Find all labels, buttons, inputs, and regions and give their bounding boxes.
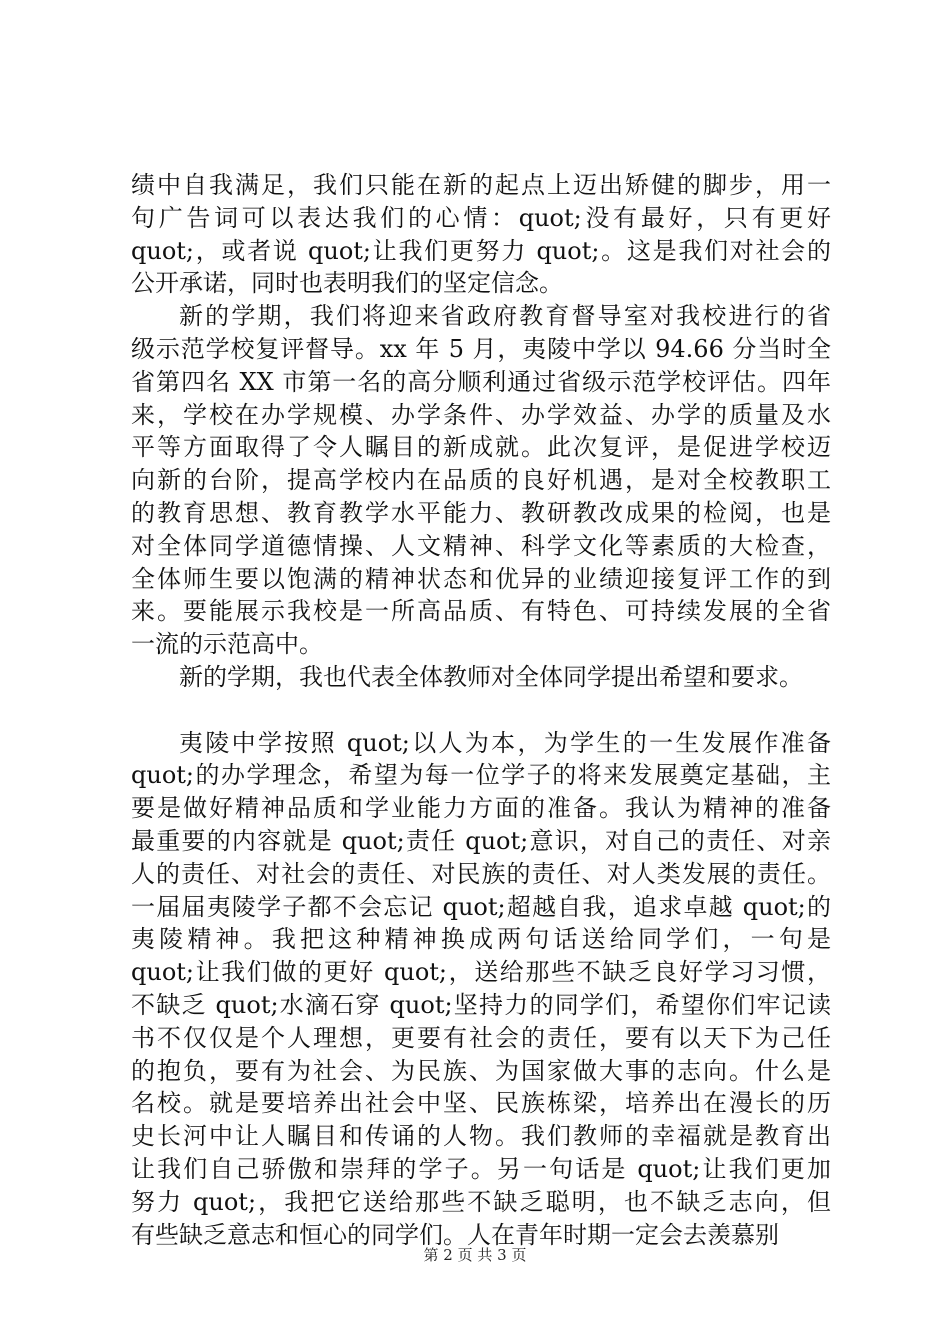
page-footer: 第 2 页 共 3 页	[423, 1246, 527, 1264]
text-line: 史长河中让人瞩目和传诵的人物。我们教师的幸福就是教育出	[131, 1122, 831, 1151]
text-line: 要是做好精神品质和学业能力方面的准备。我认为精神的准备	[131, 794, 831, 823]
paragraph	[131, 661, 831, 694]
text-line: 来，学校在办学规模、办学条件、办学效益、办学的质量及水	[131, 400, 831, 429]
text-line: 全体师生要以饱满的精神状态和优异的业绩迎接复评工作的到	[131, 564, 831, 593]
text-line: 新的学期，我也代表全体教师对全体同学提出希望和要求。	[179, 662, 803, 691]
paragraph	[131, 727, 831, 1252]
text-line: 来。要能展示我校是一所高品质、有特色、可持续发展的全省	[131, 597, 831, 626]
text-line: 最重要的内容就是 quot;责任 quot;意识，对自己的责任、对亲	[131, 826, 831, 855]
text-line: quot;的办学理念，希望为每一位学子的将来发展奠定基础，主	[131, 761, 831, 790]
text-line: 对全体同学道德情操、人文精神、科学文化等素质的大检查，	[131, 531, 831, 560]
text-line: 向新的台阶，提高学校内在品质的良好机遇，是对全校教职工	[131, 466, 831, 495]
text-line: 公开承诺，同时也表明我们的坚定信念。	[131, 269, 563, 298]
text-line: 句广告词可以表达我们的心情：quot;没有最好，只有更好	[131, 203, 831, 232]
text-line: 努力 quot;，我把它送给那些不缺乏聪明，也不缺乏志向，但	[131, 1187, 831, 1216]
text-line: 有些缺乏意志和恒心的同学们。人在青年时期一定会去羡慕别	[131, 1220, 779, 1249]
text-line: quot;，或者说 quot;让我们更努力 quot;。这是我们对社会的	[131, 236, 831, 265]
text-line: 一流的示范高中。	[131, 630, 323, 659]
paragraph	[131, 300, 831, 661]
text-line: 夷陵精神。我把这种精神换成两句话送给同学们，一句是	[131, 925, 831, 954]
text-line: 不缺乏 quot;水滴石穿 quot;坚持力的同学们，希望你们牢记读	[131, 990, 831, 1019]
text-line: 夷陵中学按照 quot;以人为本，为学生的一生发展作准备	[179, 728, 831, 757]
text-line: 让我们自己骄傲和崇拜的学子。另一句话是 quot;让我们更加	[131, 1154, 831, 1183]
text-line: 书不仅仅是个人理想，更要有社会的责任，要有以天下为己任	[131, 1023, 831, 1052]
text-line: 省第四名 XX 市第一名的高分顺利通过省级示范学校评估。四年	[131, 367, 831, 396]
text-line: 级示范学校复评督导。xx 年 5 月，夷陵中学以 94.66 分当时全	[131, 334, 831, 363]
text-line: 绩中自我满足，我们只能在新的起点上迈出矫健的脚步，用一	[131, 171, 831, 199]
paragraph-spacer	[131, 694, 831, 727]
text-line: 的抱负，要有为社会、为民族、为国家做大事的志向。什么是	[131, 1056, 831, 1085]
text-line: 一届届夷陵学子都不会忘记 quot;超越自我，追求卓越 quot;的	[131, 892, 831, 921]
text-line: 的教育思想、教育教学水平能力、教研教改成果的检阅，也是	[131, 498, 831, 527]
paragraph	[131, 169, 831, 300]
text-line: quot;让我们做的更好 quot;，送给那些不缺乏良好学习习惯，	[131, 958, 831, 987]
text-line: 平等方面取得了令人瞩目的新成就。此次复评，是促进学校迈	[131, 433, 831, 462]
document-body	[131, 169, 831, 1251]
text-line: 新的学期，我们将迎来省政府教育督导室对我校进行的省	[179, 302, 831, 331]
text-line: 人的责任、对社会的责任、对民族的责任、对人类发展的责任。	[131, 859, 831, 888]
text-line: 名校。就是要培养出社会中坚、民族栋梁，培养出在漫长的历	[131, 1089, 831, 1118]
